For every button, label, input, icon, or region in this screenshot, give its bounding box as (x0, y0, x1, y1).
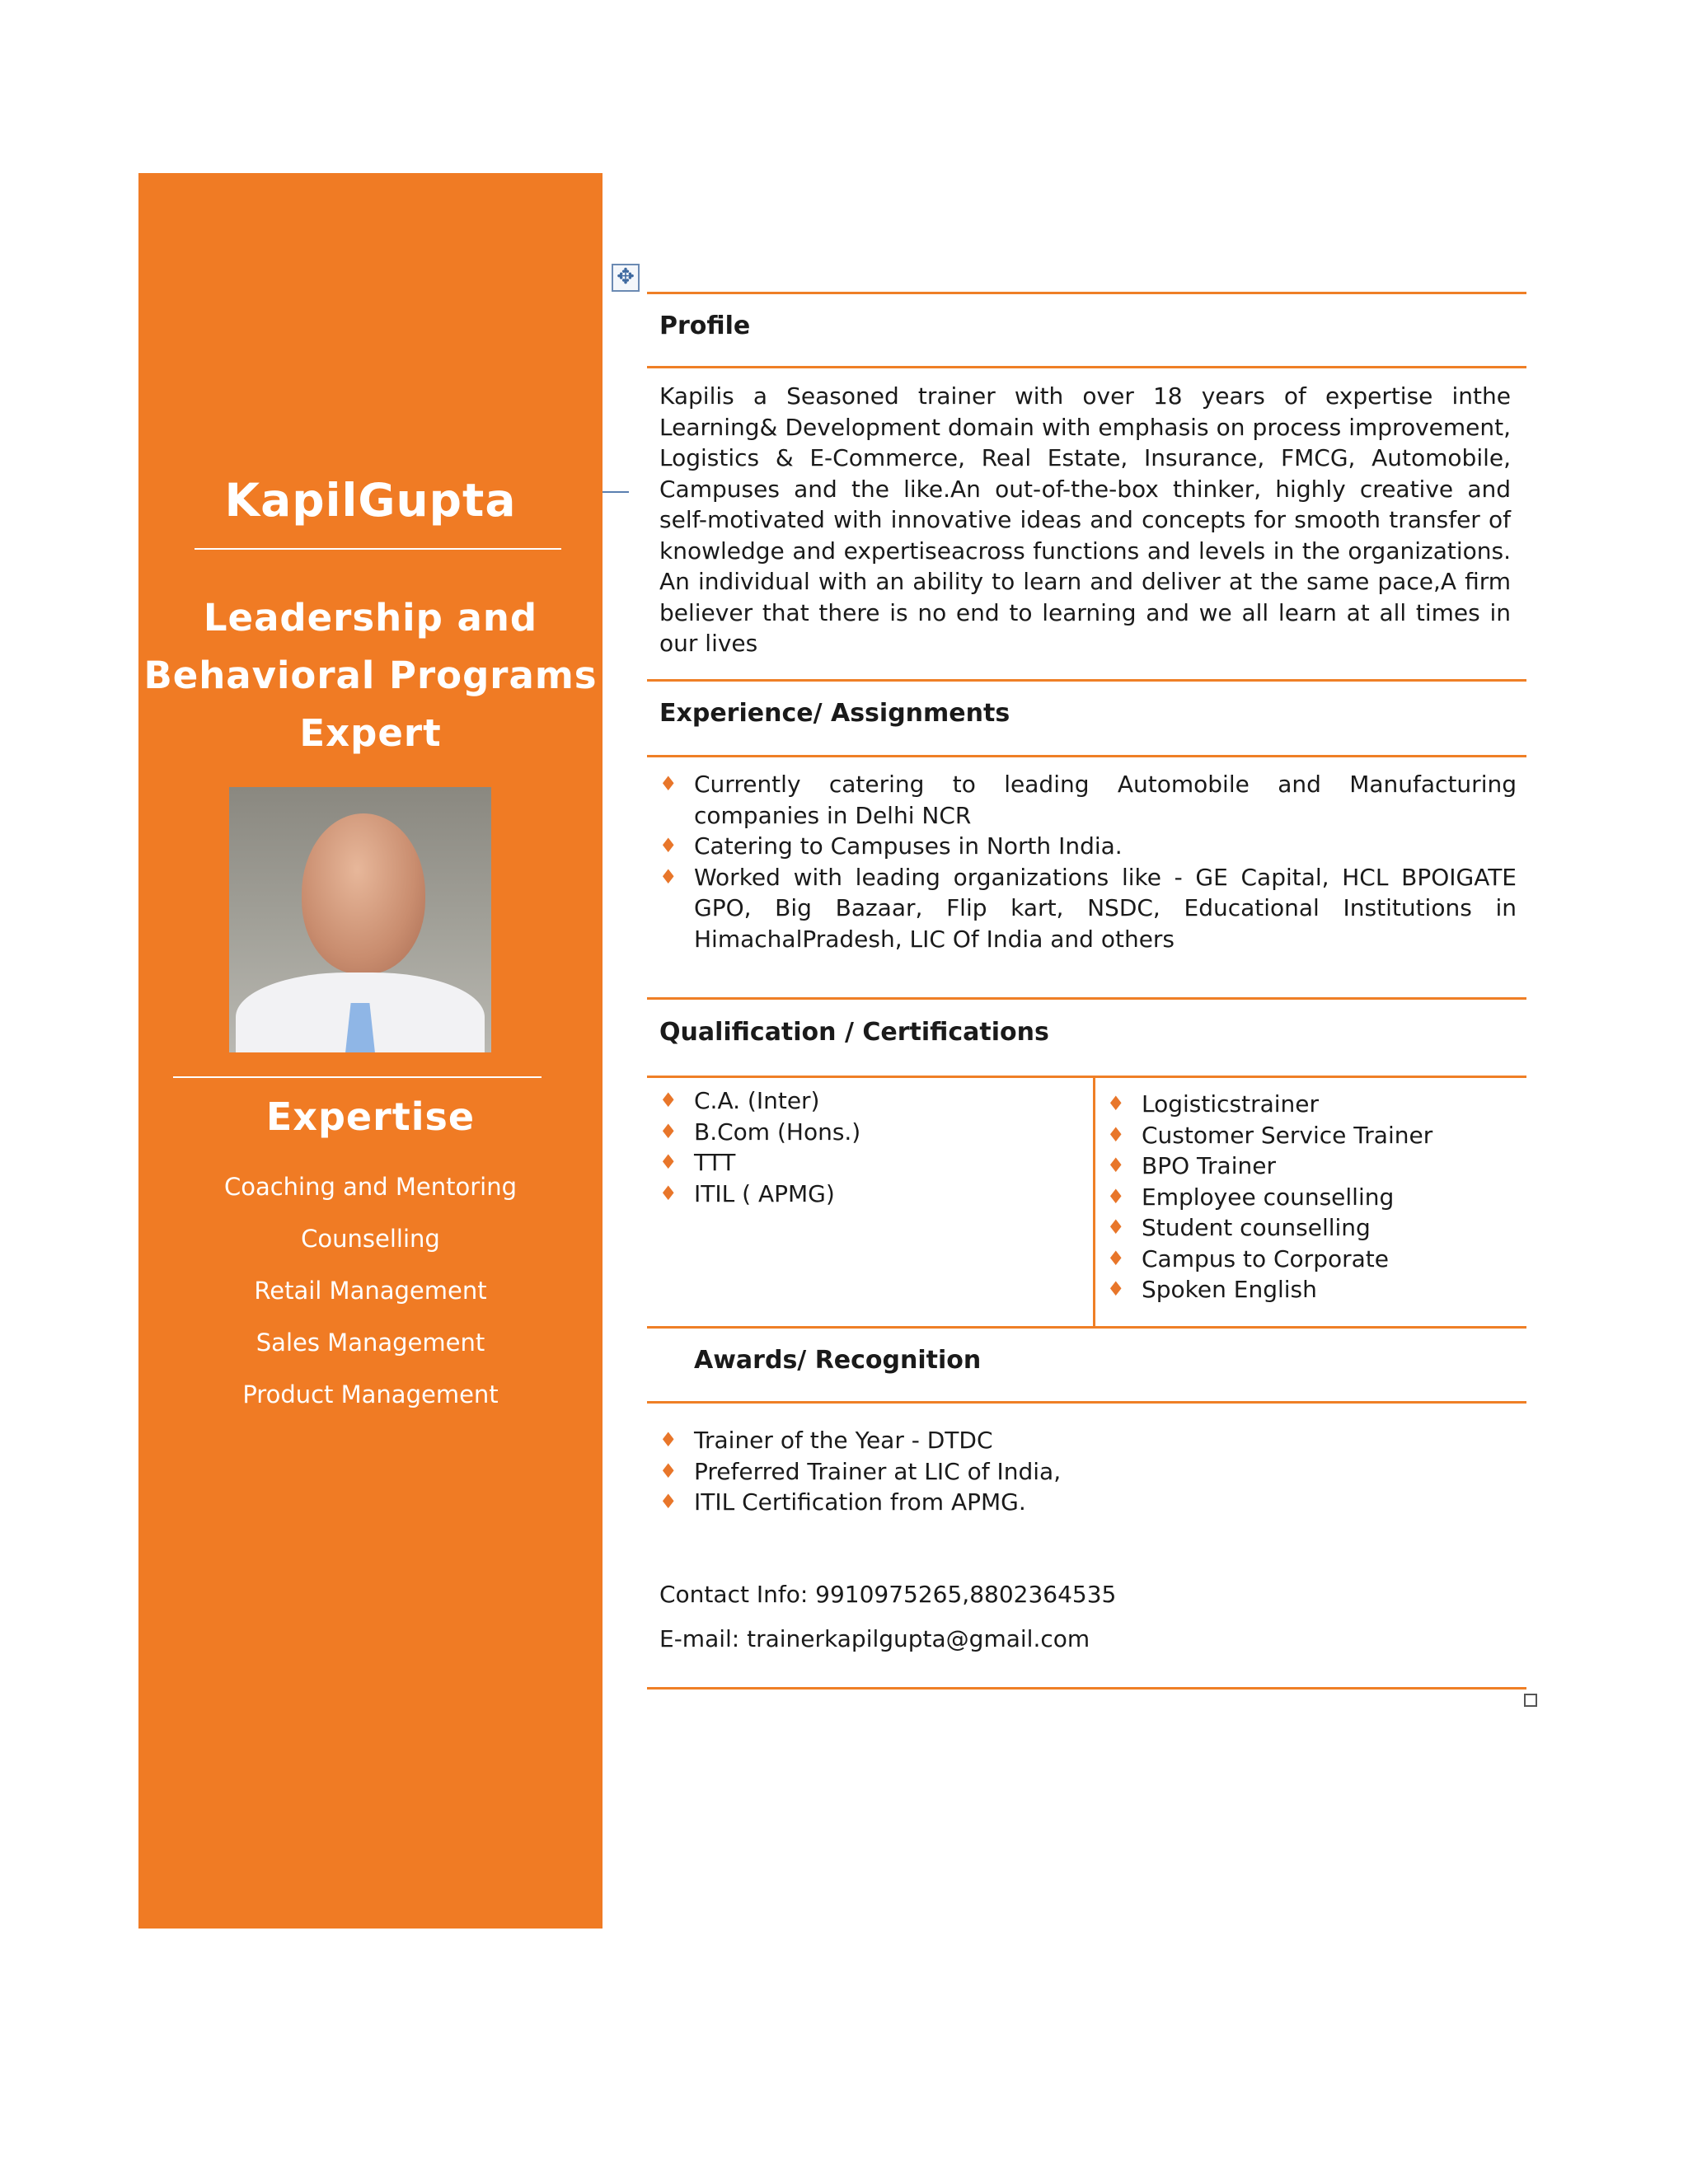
list-item (1107, 1151, 1519, 1182)
list-item-text: B.Com (Hons.) (694, 1118, 861, 1146)
list-item (659, 1147, 1071, 1179)
profile-heading: Profile (659, 312, 751, 340)
expertise-item: Coaching and Mentoring (223, 1173, 518, 1201)
qualification-list-left (659, 1085, 1071, 1209)
candidate-name: KapilGupta (224, 474, 517, 527)
diamond-bullet-icon: ♦ (659, 1459, 678, 1483)
experience-list (659, 769, 1517, 954)
diamond-bullet-icon: ♦ (659, 772, 678, 795)
section-rule (647, 366, 1526, 368)
list-item (1107, 1212, 1519, 1244)
diamond-bullet-icon: ♦ (659, 1428, 678, 1451)
list-item-text: Student counselling (1142, 1214, 1371, 1241)
list-item (1107, 1089, 1519, 1120)
diamond-bullet-icon: ♦ (659, 1089, 678, 1112)
diamond-bullet-icon: ♦ (1107, 1246, 1125, 1270)
section-rule (647, 679, 1526, 682)
list-item-text: ITIL Certification from APMG. (694, 1488, 1026, 1516)
list-item-text: Catering to Campuses in North India. (694, 832, 1123, 860)
diamond-bullet-icon: ♦ (659, 834, 678, 857)
list-item-text: Preferred Trainer at LIC of India, (694, 1457, 1062, 1485)
section-rule (647, 292, 1526, 294)
diamond-bullet-icon: ♦ (1107, 1122, 1125, 1146)
contact-phone: Contact Info: 9910975265,8802364535 (659, 1581, 1117, 1608)
diamond-bullet-icon: ♦ (1107, 1184, 1125, 1208)
list-item (659, 831, 1517, 862)
expertise-item: Sales Management (256, 1329, 485, 1357)
section-rule (647, 1401, 1526, 1404)
list-item-text: Customer Service Trainer (1142, 1121, 1433, 1149)
list-item-text: Campus to Corporate (1142, 1244, 1389, 1272)
list-item-text: BPO Trainer (1142, 1152, 1276, 1179)
awards-list (659, 1425, 1484, 1518)
section-rule (647, 997, 1526, 1000)
list-item (1107, 1120, 1519, 1151)
list-item (659, 1117, 1071, 1148)
candidate-title-line: Expert (299, 711, 442, 755)
list-item-text: Employee counselling (1142, 1183, 1395, 1211)
section-rule (647, 1326, 1526, 1329)
diamond-bullet-icon: ♦ (1107, 1092, 1125, 1115)
candidate-title-line: Leadership and (203, 596, 538, 640)
table-move-handle-icon[interactable]: ✥ (612, 264, 640, 292)
section-rule (647, 1687, 1526, 1690)
diamond-bullet-icon: ♦ (659, 1151, 678, 1174)
list-item (659, 1425, 1484, 1456)
list-item (1107, 1182, 1519, 1213)
diamond-bullet-icon: ♦ (659, 1119, 678, 1143)
list-item (659, 769, 1517, 831)
list-item-text: Trainer of the Year - DTDC (694, 1427, 993, 1454)
column-divider (1093, 1076, 1095, 1328)
list-item (659, 1085, 1071, 1117)
qualification-heading: Qualification / Certifications (659, 1018, 1049, 1047)
list-item (659, 1487, 1484, 1518)
candidate-title-line: Behavioral Programs (143, 654, 598, 697)
diamond-bullet-icon: ♦ (1107, 1216, 1125, 1239)
list-item-text: Currently catering to leading Automobile and Manufacturing companies in Delhi NCR (694, 771, 1517, 829)
list-item-text: Logisticstrainer (1142, 1090, 1320, 1118)
list-item-text: ITIL ( APMG) (694, 1179, 835, 1207)
list-item-text: TTT (694, 1149, 736, 1176)
diamond-bullet-icon: ♦ (659, 1490, 678, 1513)
contact-email[interactable]: E-mail: trainerkapilgupta@gmail.com (659, 1625, 1090, 1652)
diamond-bullet-icon: ♦ (659, 1181, 678, 1205)
awards-heading: Awards/ Recognition (694, 1346, 982, 1375)
expertise-item: Counselling (301, 1225, 440, 1253)
list-item (1107, 1244, 1519, 1275)
list-item-text: C.A. (Inter) (694, 1087, 820, 1114)
list-item (659, 862, 1517, 955)
list-item (659, 1456, 1484, 1488)
experience-heading: Experience/ Assignments (659, 699, 1010, 728)
list-item-text: Worked with leading organizations like - GE Capital, HCL BPOIGATE GPO, Big Bazaar, Flip kart, NSDC, Educational Institutions in HimachalPradesh, LIC Of India and others (694, 863, 1517, 953)
diamond-bullet-icon: ♦ (1107, 1154, 1125, 1177)
profile-text: Kapilis a Seasoned trainer with over 18 years of expertise inthe Learning& Development domain with emphasis on process improvement, Logistics & E-Commerce, Real Estate, Insurance, FMCG, Automobile, Campuses and the like.An out-of-the-box thinker, highly creative and self-motivated with innovative ideas and concepts for smooth transfer of knowledge and expertiseacross functions and levels in the organizations. An individual with an ability to learn and deliver at the same pace,A firm believer that there is no end to learning and we all learn at all times in our lives (659, 382, 1511, 657)
diamond-bullet-icon: ♦ (1107, 1277, 1125, 1301)
list-item-text: Spoken English (1142, 1276, 1317, 1303)
list-item (659, 1179, 1071, 1210)
expertise-item: Retail Management (254, 1277, 487, 1305)
expertise-item: Product Management (242, 1380, 499, 1408)
section-rule (647, 1076, 1526, 1078)
expertise-title: Expertise (265, 1094, 476, 1139)
qualification-list-right (1107, 1089, 1519, 1305)
list-item (1107, 1274, 1519, 1305)
diamond-bullet-icon: ♦ (659, 865, 678, 888)
section-rule (647, 755, 1526, 757)
